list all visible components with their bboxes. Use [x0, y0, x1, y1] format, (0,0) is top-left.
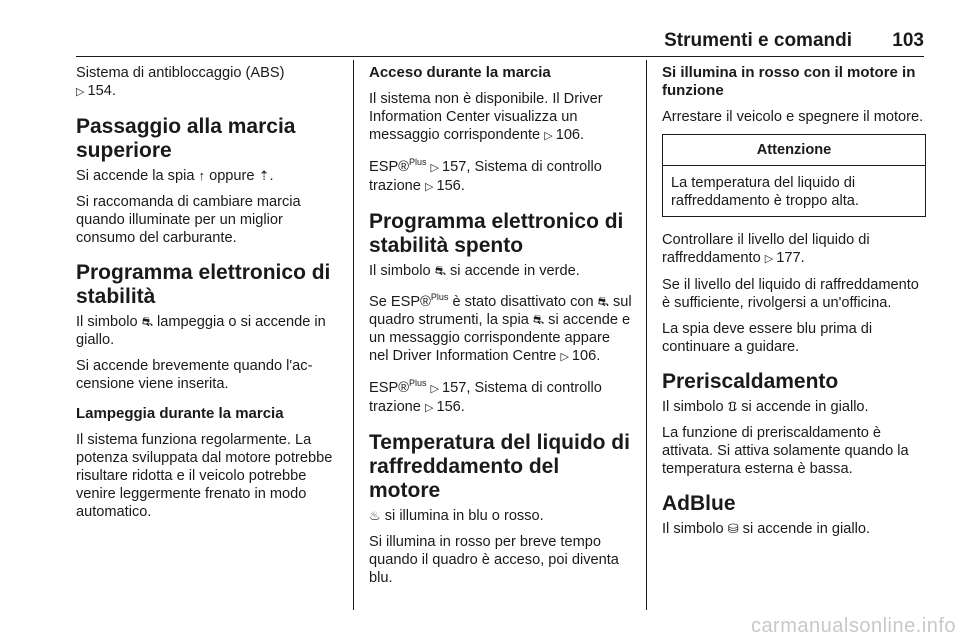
heading-preheat: Preriscaldamento: [662, 370, 839, 393]
esp-off-icon: ⛐: [532, 311, 545, 327]
red-paragraph-4: La spia deve essere blu prima di continuare a guidare.: [662, 321, 873, 355]
esp-paragraph-2: Si accende brevemente quando l'accensione viene inserita.: [76, 358, 313, 392]
esp-plus-paragraph: ESP®$^{Plus}$ ▷ 157, Sistema di controllo trazione ▷ 156.: [369, 157, 602, 194]
page-number: 103: [892, 30, 924, 51]
page-ref-link[interactable]: 154.: [87, 83, 116, 99]
warning-body: La temperatura del liquido di raffreddamento è troppo alta.: [671, 175, 859, 209]
heading-on-while-driving: Acceso durante la marcia: [369, 64, 551, 81]
warning-box: [662, 134, 926, 217]
column-divider-2: [646, 60, 647, 610]
page-ref-link[interactable]: 106.: [555, 127, 585, 143]
coolant-paragraph-1: ♨ si illumina in blu o rosso.: [369, 507, 544, 524]
coolant-temperature-icon: ♨: [369, 507, 381, 523]
column-1: [76, 64, 340, 529]
flash-paragraph: Il sistema funziona regolarmente. La potenza sviluppata dal motore potrebbe risultare ridotta e il veicolo potrebbe venire leggermente frenato in modo automatico.: [76, 432, 333, 520]
page-ref-link[interactable]: 156.: [436, 398, 465, 415]
esp-off-paragraph-1: Il simbolo ⛐ si accende in verde.: [369, 262, 580, 279]
arrow-right-icon: ▷: [430, 161, 440, 174]
arrow-right-icon: ▷: [424, 401, 434, 414]
adblue-icon: ⛁: [727, 521, 739, 536]
glow-plug-icon: ᱯ: [727, 399, 738, 414]
esp-off-icon: ⛐: [597, 293, 609, 309]
arrow-right-icon: ▷: [560, 350, 569, 363]
red-paragraph-3: Se il livello del liquido di raffreddamento è sufficiente, rivolgersi a un'officina.: [662, 277, 919, 311]
column-divider-1: [353, 60, 354, 610]
adblue-paragraph: Il simbolo ⛁ si accende in giallo.: [662, 521, 871, 537]
heading-esp: Programma elettronico di stabilità: [76, 261, 331, 308]
heading-flash: Lampeggia durante la marcia: [76, 405, 284, 422]
esp-paragraph-1: Il simbolo ⛐ lampeggia o si accende in giallo.: [76, 314, 326, 348]
section-title: Strumenti e comandi: [664, 30, 852, 51]
page-ref-link[interactable]: 157, Sistema di controllo trazione: [369, 379, 602, 415]
heading-red-running: Si illumina in rosso con il motore in funzione: [662, 64, 916, 99]
upshift-paragraph-1: Si accende la spia ↑ oppure ⇡.: [76, 168, 274, 184]
on-paragraph: Il sistema non è disponibile. Il Driver Information Center visualizza un messaggio corrispondente ▷ 106.: [369, 91, 603, 143]
arrow-right-icon: ▷: [764, 253, 774, 265]
esp-car-skid-icon: ⛐: [141, 314, 153, 329]
column-3: [662, 64, 926, 546]
preheat-paragraph-1: Il simbolo ᱯ si accende in giallo.: [662, 399, 869, 415]
upshift-paragraph-2: Si raccomanda di cambiare marcia quando illuminate per un miglior consumo del carburante.: [76, 194, 301, 246]
coolant-paragraph-2: Si illumina in rosso per breve tempo quando il quadro è acceso, poi diventa blu.: [369, 533, 619, 586]
upshift-arrow-icon: ↑: [198, 168, 206, 183]
warning-title: Attenzione: [663, 135, 925, 166]
preheat-paragraph-2: La funzione di preriscaldamento è attivata. Si attiva solamente quando la temperatura esterna è bassa.: [662, 425, 909, 477]
arrow-right-icon: ▷: [430, 382, 440, 395]
page-ref-link[interactable]: 156.: [436, 177, 465, 194]
upshift-double-arrow-icon: ⇡: [258, 168, 270, 183]
arrow-right-icon: ▷: [424, 180, 434, 193]
page-ref-link[interactable]: 106.: [571, 347, 601, 364]
page-ref-link[interactable]: 177.: [776, 250, 805, 266]
heading-upshift: Passaggio alla marcia superiore: [76, 115, 296, 162]
arrow-right-icon: ▷: [544, 130, 553, 142]
red-paragraph-1: Arrestare il veicolo e spegnere il motore.: [662, 109, 924, 125]
column-2: [369, 64, 633, 595]
red-paragraph-2: Controllare il livello del liquido di raffreddamento ▷ 177.: [662, 232, 870, 266]
heading-coolant: Temperatura del liquido di raffreddamento del motore: [369, 430, 630, 502]
esp-plus-paragraph-2: ESP®$^{Plus}$ ▷ 157, Sistema di controllo trazione ▷ 156.: [369, 377, 602, 415]
heading-esp-off: Programma elettronico di stabilità spento: [369, 209, 624, 257]
esp-off-icon: ⛐: [434, 262, 446, 278]
header-rule: [76, 56, 924, 57]
arrow-right-icon: ▷: [76, 86, 85, 98]
abs-paragraph: Sistema di antibloccaggio (ABS) ▷ 154.: [76, 65, 285, 99]
heading-adblue: AdBlue: [662, 492, 736, 515]
watermark: carmanualsonline.info: [750, 615, 956, 637]
page-ref-link[interactable]: 157, Sistema di controllo trazione: [369, 158, 602, 194]
page-header: [76, 30, 924, 52]
esp-off-paragraph-2: Se ESP®$^{Plus}$ è stato disattivato con ⛐ sul quadro strumenti, la spia ⛐ si accende e un messaggio corrispondente appare nel Driver Information Centre ▷ 106.: [369, 291, 632, 364]
